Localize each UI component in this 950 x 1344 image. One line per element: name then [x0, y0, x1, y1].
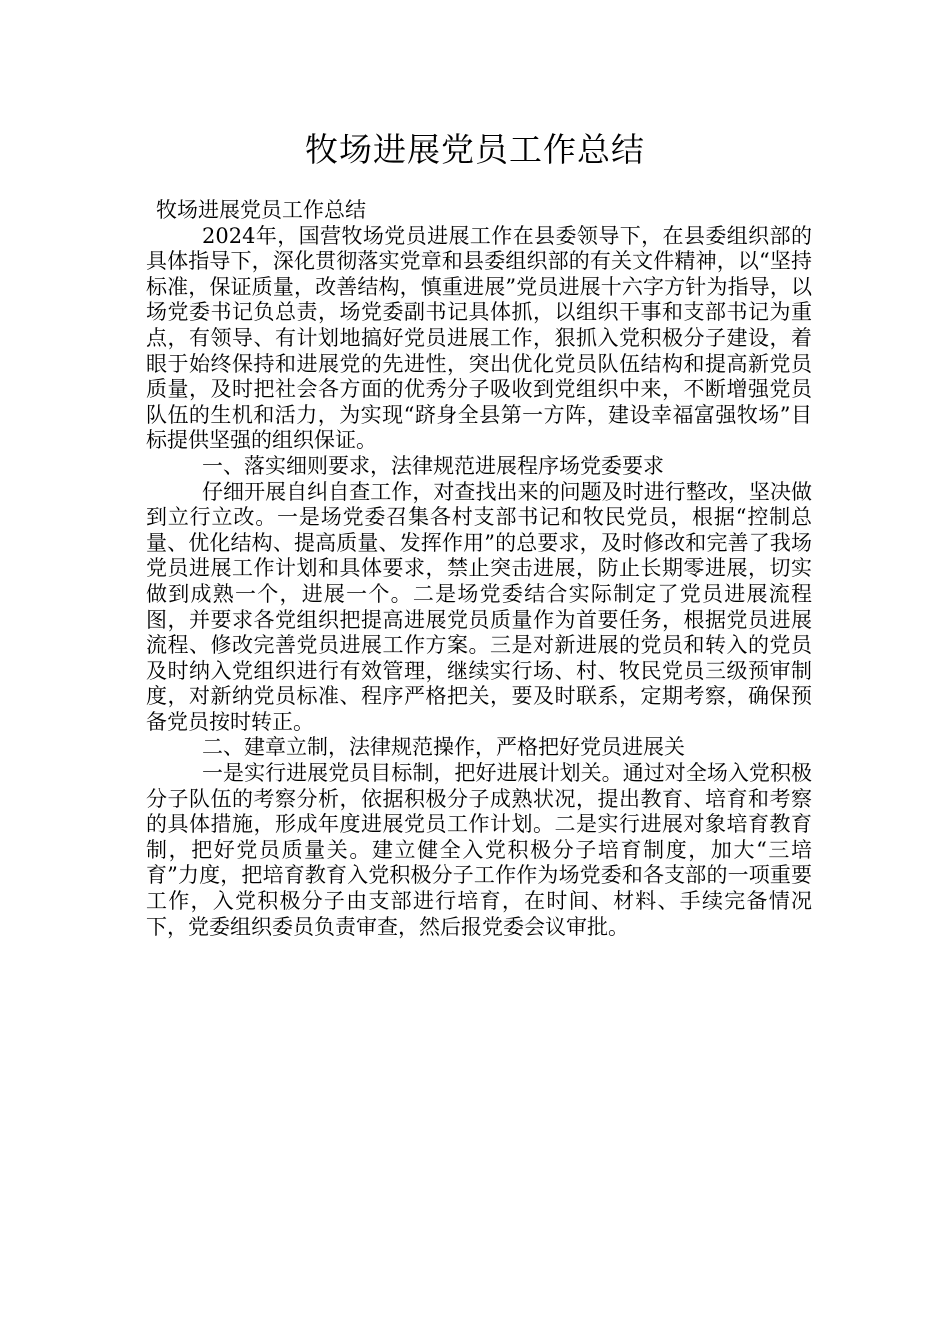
paragraph-intro: 2024年，国营牧场党员进展工作在县委领导下，在县委组织部的具体指导下，深化贯彻落实党章和县委组织部的有关文件精神，以“坚持标准，保证质量，改善结构，慎重进展”党员进展十六字方针为指导，以场党委书记负总责，场党委副书记具体抓，以组织干事和支部书记为重点，有领导、有计划地搞好党员进展工作，狠抓入党积极分子建设，着眼于始终保持和进展党的先进性，突出优化党员队伍结构和提高新党员质量，及时把社会各方面的优秀分子吸收到党组织中来，不断增强党员队伍的生机和活力，为实现“跻身全县第一方阵，建设幸福富强牧场”目标提供坚强的组织保证。 [146, 223, 812, 453]
section-heading-1: 一、落实细则要求，法律规范进展程序场党委要求 [202, 453, 664, 478]
section-heading-2: 二、建章立制，法律规范操作，严格把好党员进展关 [202, 735, 685, 760]
document-body [146, 198, 812, 940]
document-title: 牧场进展党员工作总结 [305, 130, 645, 169]
paragraph-section-2: 一是实行进展党员目标制，把好进展计划关。通过对全场入党积极分子队伍的考察分析，依据积极分子成熟状况，提出教育、培育和考察的具体措施，形成年度进展党员工作计划。二是实行进展对象培育教育制，把好党员质量关。建立健全入党积极分子培育制度，加大“三培育”力度，把培育教育入党积极分子工作作为场党委和各支部的一项重要工作，入党积极分子由支部进行培育，在时间、材料、手续完备情况下，党委组织委员负责审查，然后报党委会议审批。 [146, 761, 812, 939]
document-subtitle: 牧场进展党员工作总结 [156, 198, 366, 222]
paragraph-section-1: 仔细开展自纠自查工作，对查找出来的问题及时进行整改，坚决做到立行立改。一是场党委召集各村支部书记和牧民党员，根据“控制总量、优化结构、提高质量、发挥作用”的总要求，及时修改和完善了我场党员进展工作计划和具体要求，禁止突击进展，防止长期零进展，切实做到成熟一个，进展一个。二是场党委结合实际制定了党员进展流程图，并要求各党组织把提高进展党员质量作为首要任务，根据党员进展流程、修改完善党员进展工作方案。三是对新进展的党员和转入的党员及时纳入党组织进行有效管理，继续实行场、村、牧民党员三级预审制度，对新纳党员标准、程序严格把关，要及时联系，定期考察，确保预备党员按时转正。 [146, 479, 812, 734]
